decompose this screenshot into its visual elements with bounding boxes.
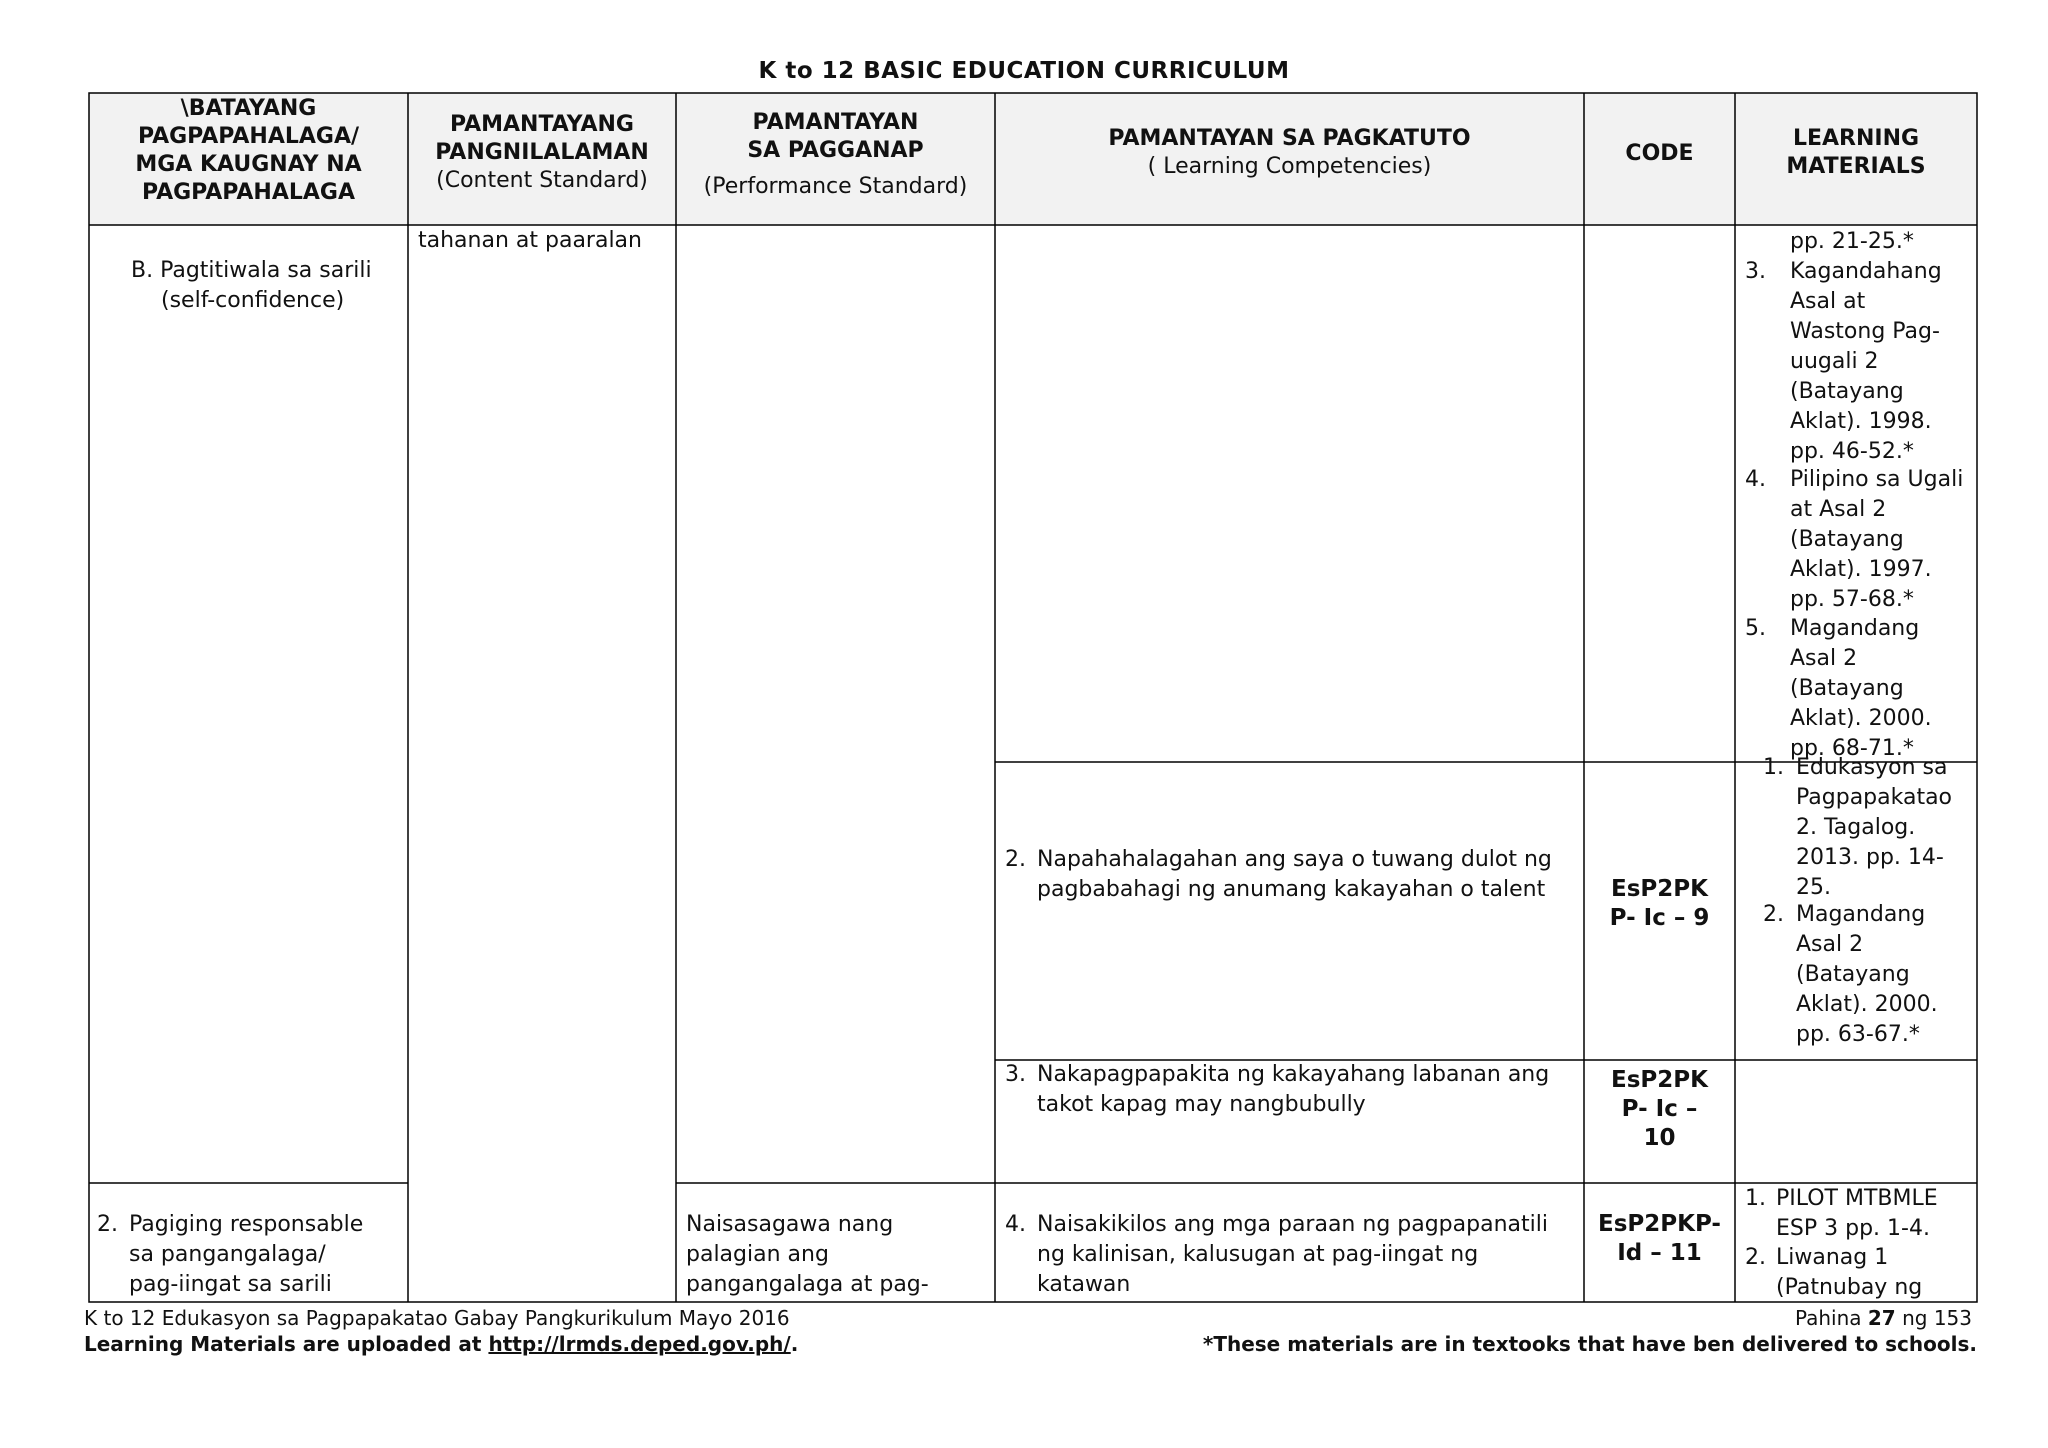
competency-code (1584, 875, 1735, 933)
material-item (1790, 614, 1975, 764)
text-line: Magandang (1790, 616, 1920, 641)
header-line: \BATAYANG (180, 96, 317, 121)
text-line: (Patnubay ng (1776, 1275, 1923, 1300)
upload-suffix: . (790, 1332, 799, 1356)
header-line: PAMANTAYAN SA PAGKATUTO (1108, 126, 1471, 151)
competency-text (1037, 1210, 1577, 1300)
material-number: 4. (1745, 467, 1766, 492)
competency-number: 3. (1005, 1062, 1026, 1087)
material-item (1776, 1184, 1974, 1244)
content-standard-text: tahanan at paaralan (418, 228, 642, 253)
header-line: LEARNING (1792, 126, 1920, 151)
text-line: Pagpapakatao (1796, 785, 1953, 810)
value-item-2 (129, 1210, 404, 1300)
header-line: PAMANTAYAN (752, 110, 919, 135)
header-line: PAGPAPAHALAGA (141, 180, 356, 205)
header-subtitle: (Performance Standard) (703, 174, 968, 199)
page-total: ng 153 (1895, 1306, 1972, 1330)
value-item-number: 2. (97, 1212, 118, 1237)
material-number: 2. (1745, 1245, 1766, 1270)
competency-text (1037, 845, 1577, 905)
text-line: 25. (1796, 875, 1831, 900)
header-performance-standard (676, 109, 995, 201)
text-line: 2013. pp. 14- (1796, 845, 1944, 870)
header-line: PAGPAPAHALAGA/ (137, 124, 360, 149)
code-line: EsP2PK (1611, 876, 1708, 902)
text-line: Aklat). 2000. (1790, 706, 1932, 731)
header-line: SA PAGGANAP (747, 138, 924, 163)
text-line: ESP 3 pp. 1-4. (1776, 1216, 1930, 1241)
footer-document-name: K to 12 Edukasyon sa Pagpapakatao Gabay Pangkurikulum Mayo 2016 (84, 1306, 790, 1330)
text-line: Wastong Pag- (1790, 319, 1940, 344)
material-item (1790, 257, 1975, 467)
code-line: 10 (1643, 1125, 1676, 1151)
text-line: (Batayang (1796, 962, 1910, 987)
text-line: Magandang (1796, 902, 1926, 927)
text-line: uugali 2 (1790, 349, 1879, 374)
text-line: Aklat). 2000. (1796, 992, 1938, 1017)
text-line: PILOT MTBMLE (1776, 1186, 1938, 1211)
text-line: Kagandahang (1790, 259, 1942, 284)
performance-standard-text (686, 1210, 986, 1300)
value-subtitle: (self-confidence) (161, 288, 345, 313)
text-line: Asal at (1790, 289, 1866, 314)
text-line: ng kalinisan, kalusugan at pag-iingat ng (1037, 1242, 1479, 1267)
code-line: P- Ic – (1621, 1096, 1698, 1122)
competency-code (1584, 1066, 1735, 1153)
text-line: Napahahalagahan ang saya o tuwang dulot ng (1037, 847, 1552, 872)
material-number: 3. (1745, 259, 1766, 284)
text-line: Naisasagawa nang (686, 1212, 894, 1237)
footer-page-number (1795, 1306, 1972, 1330)
text-line: (Batayang (1790, 379, 1904, 404)
text-line: pp. 68-71.* (1790, 736, 1914, 761)
material-item (1796, 900, 1976, 1050)
value-title: B. Pagtitiwala sa sarili (131, 258, 372, 283)
footer-upload-note (84, 1332, 798, 1356)
text-line: palagian ang (686, 1242, 829, 1267)
code-line: P- Ic – 9 (1609, 905, 1710, 931)
header-line: MGA KAUGNAY NA (135, 152, 362, 177)
text-line: Naisakikilos ang mga paraan ng pagpapanatili (1037, 1212, 1548, 1237)
competency-code (1584, 1210, 1735, 1268)
text-line: pangangalaga at pag- (686, 1272, 929, 1297)
text-line: (Batayang (1790, 527, 1904, 552)
material-number: 2. (1763, 902, 1784, 927)
material-item (1776, 1243, 1974, 1303)
header-subtitle: ( Learning Competencies) (1147, 154, 1432, 179)
text-line: pag-iingat sa sarili (129, 1272, 332, 1297)
text-line: pagbabahagi ng anumang kakayahan o talent (1037, 877, 1546, 902)
upload-text: Learning Materials are uploaded at (84, 1332, 489, 1356)
text-line: katawan (1037, 1272, 1131, 1297)
header-content-standard (408, 111, 676, 195)
code-line: EsP2PK (1611, 1067, 1708, 1093)
material-item (1790, 465, 1975, 615)
text-line: Asal 2 (1790, 646, 1858, 671)
text-line: Liwanag 1 (1776, 1245, 1889, 1270)
text-line: (Batayang (1790, 676, 1904, 701)
header-subtitle: (Content Standard) (436, 168, 648, 193)
page-prefix: Pahina (1794, 1306, 1868, 1330)
lrmds-link[interactable]: http://lrmds.deped.gov.ph/ (488, 1332, 791, 1356)
text-line: Pagiging responsable (129, 1212, 364, 1237)
text-line: pp. 57-68.* (1790, 587, 1914, 612)
material-item (1796, 753, 1976, 903)
header-code (1584, 140, 1735, 168)
material-number: 1. (1745, 1186, 1766, 1211)
value-b-item (131, 256, 401, 316)
text-line: Nakapagpapakita ng kakayahang labanan ang (1037, 1062, 1550, 1087)
competency-number: 2. (1005, 847, 1026, 872)
text-line: Pilipino sa Ugali (1790, 467, 1964, 492)
header-line: PANGNILALAMAN (435, 140, 649, 165)
text-line: sa pangangalaga/ (129, 1242, 326, 1267)
text-line: at Asal 2 (1790, 497, 1887, 522)
text-line: Aklat). 1998. (1790, 409, 1932, 434)
competency-number: 4. (1005, 1212, 1026, 1237)
code-line: EsP2PKP- (1598, 1211, 1721, 1237)
material-number: 1. (1763, 755, 1784, 780)
text-line: 2. Tagalog. (1796, 815, 1916, 840)
header-learning-competencies (995, 125, 1584, 181)
header-learning-materials (1735, 125, 1977, 181)
document-title: K to 12 BASIC EDUCATION CURRICULUM (758, 58, 1290, 84)
material-carryover: pp. 21-25.* (1790, 229, 1914, 254)
header-line: MATERIALS (1786, 154, 1926, 179)
competency-text (1037, 1060, 1577, 1120)
header-batayang (89, 95, 408, 207)
text-line: pp. 46-52.* (1790, 439, 1914, 464)
header-line: PAMANTAYANG (449, 112, 634, 137)
text-line: Asal 2 (1796, 932, 1864, 957)
footer-materials-note: *These materials are in textooks that have ben delivered to schools. (1202, 1332, 1977, 1356)
text-line: takot kapag may nangbubully (1037, 1092, 1366, 1117)
page-current: 27 (1867, 1306, 1896, 1330)
text-line: pp. 63-67.* (1796, 1022, 1920, 1047)
code-line: Id – 11 (1617, 1240, 1702, 1266)
text-line: Aklat). 1997. (1790, 557, 1932, 582)
header-line: CODE (1625, 141, 1694, 166)
text-line: Edukasyon sa (1796, 755, 1948, 780)
material-number: 5. (1745, 616, 1766, 641)
